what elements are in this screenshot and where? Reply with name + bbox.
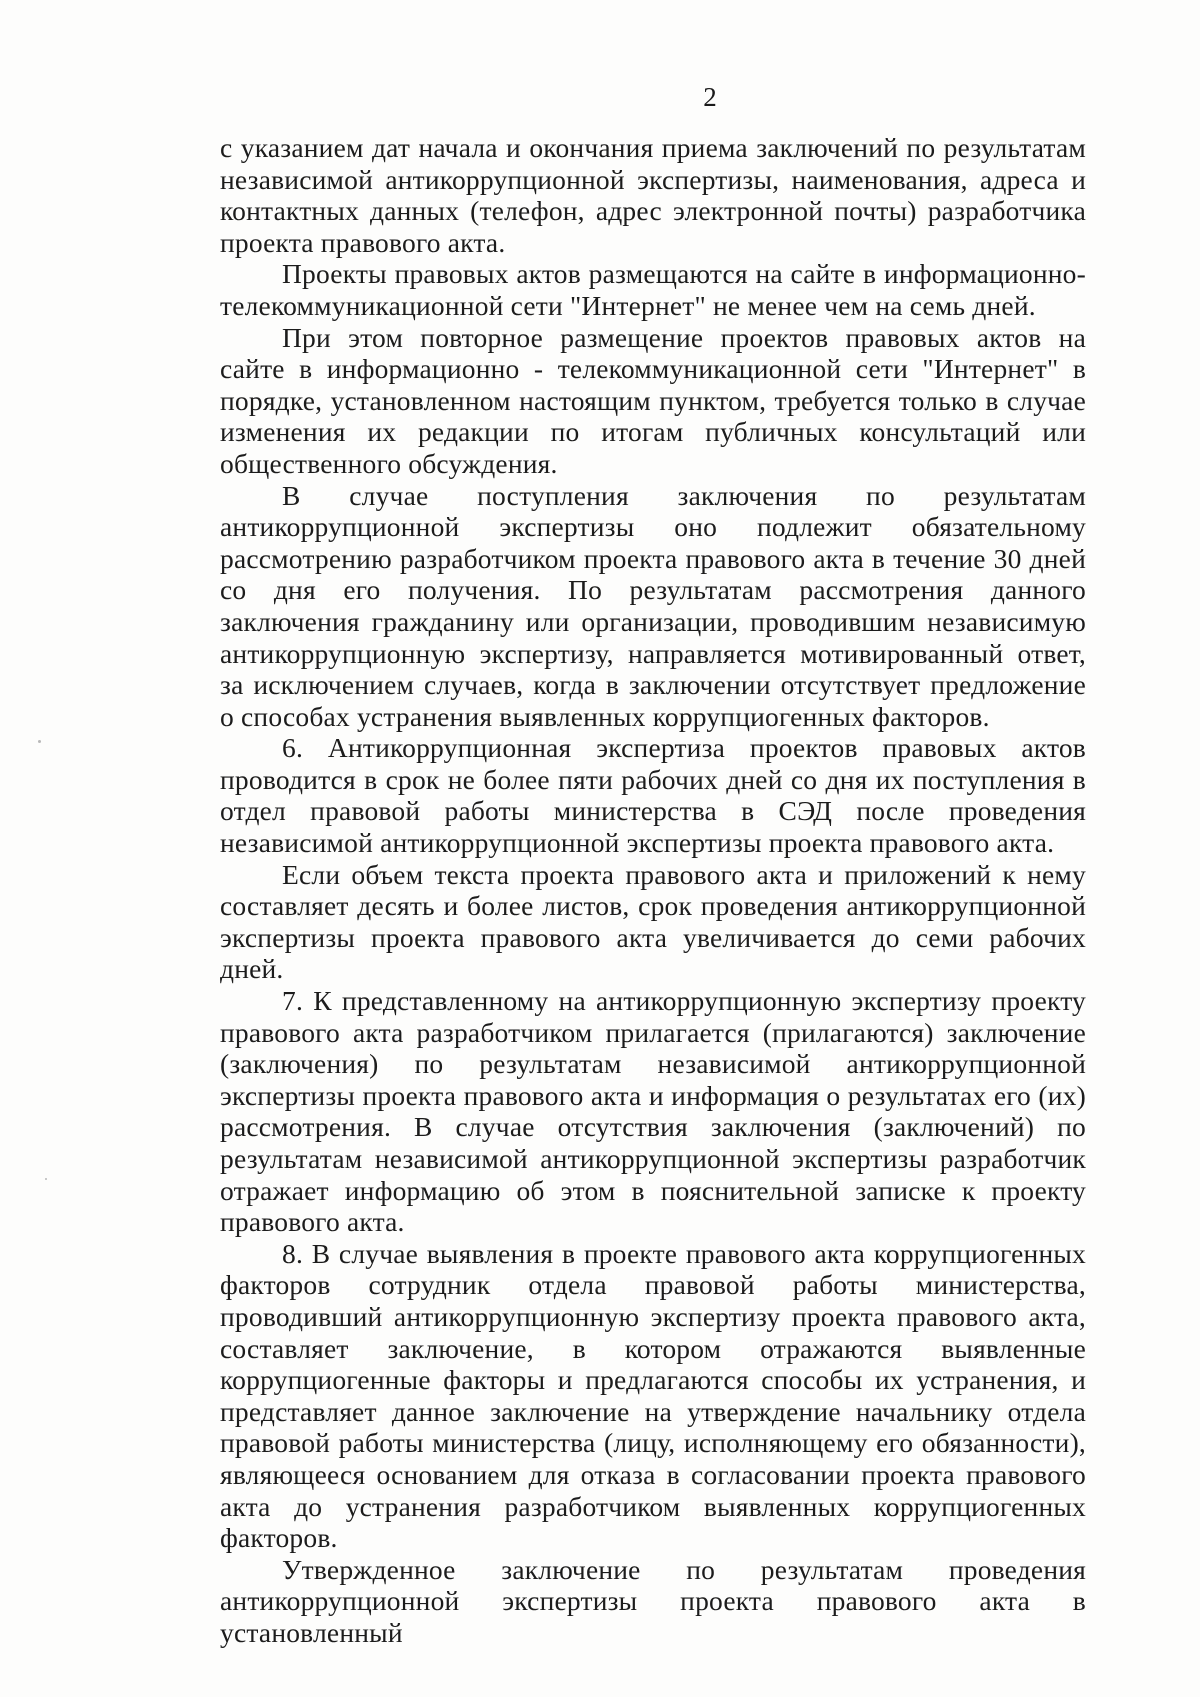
paragraph-item-7: 7. К представленному на антикоррупционную экспертизу проекту правового акта разработчиком прилагается (прилагаются) заключение (заключения) по результатам независимой антикоррупционной экспертизы проекта правового акта и информация о результатах его (их) рассмотрения. В случае отсутствия заключения (заключений) по результатам независимой антикоррупционной экспертизы разработчик отражает информацию об этом в пояснительной записке к проекту правового акта.	[220, 985, 1086, 1238]
paragraph-publication-term: Проекты правовых актов размещаются на сайте в информационно-телекоммуникационной сети "Интернет" не менее чем на семь дней.	[220, 258, 1086, 321]
paragraph-item-6: 6. Антикоррупционная экспертиза проектов правовых актов проводится в срок не более пяти рабочих дней со дня их поступления в отдел правовой работы министерства в СЭД после проведения независимой антикоррупционной экспертизы проекта правового акта.	[220, 732, 1086, 859]
scan-speck	[45, 1178, 47, 1180]
paragraph-item-8: 8. В случае выявления в проекте правового акта коррупциогенных факторов сотрудник отдела правовой работы министерства, проводивший антикоррупционную экспертизу проекта правового акта, составляет заключение, в котором отражаются выявленные коррупциогенные факторы и предлагаются способы их устранения, и представляет данное заключение на утверждение начальнику отдела правовой работы министерства (лицу, исполняющему его обязанности), являющееся основанием для отказа в согласовании проекта правового акта до устранения разработчиком выявленных коррупциогенных факторов.	[220, 1237, 1086, 1554]
paragraph-conclusion-review: В случае поступления заключения по результатам антикоррупционной экспертизы оно подлежит обязательному рассмотрению разработчиком проекта правового акта в течение 30 дней со дня его получения. По результатам рассмотрения данного заключения гражданину или организации, проводившим независимую антикоррупционную экспертизу, направляется мотивированный ответ, за исключением случаев, когда в заключении отсутствует предложение о способах устранения выявленных коррупциогенных факторов.	[220, 479, 1086, 732]
paragraph-continuation: с указанием дат начала и окончания приема заключений по результатам независимой антикоррупционной экспертизы, наименования, адреса и контактных данных (телефон, адрес электронной почты) разработчика проекта правового акта.	[220, 132, 1086, 258]
page-number: 2	[703, 82, 717, 112]
document-body	[220, 132, 1086, 1649]
paragraph-approved-conclusion: Утвержденное заключение по результатам проведения антикоррупционной экспертизы проекта правового акта в установленный	[220, 1553, 1086, 1648]
paragraph-repeat-publication: При этом повторное размещение проектов правовых актов на сайте в информационно - телекоммуникационной сети "Интернет" в порядке, установленном настоящим пунктом, требуется только в случае изменения их редакции по итогам публичных консультаций или общественного обсуждения.	[220, 321, 1086, 479]
paragraph-volume-term: Если объем текста проекта правового акта и приложений к нему составляет десять и более листов, срок проведения антикоррупционной экспертизы проекта правового акта увеличивается до семи рабочих дней.	[220, 858, 1086, 985]
scan-speck	[38, 740, 41, 743]
